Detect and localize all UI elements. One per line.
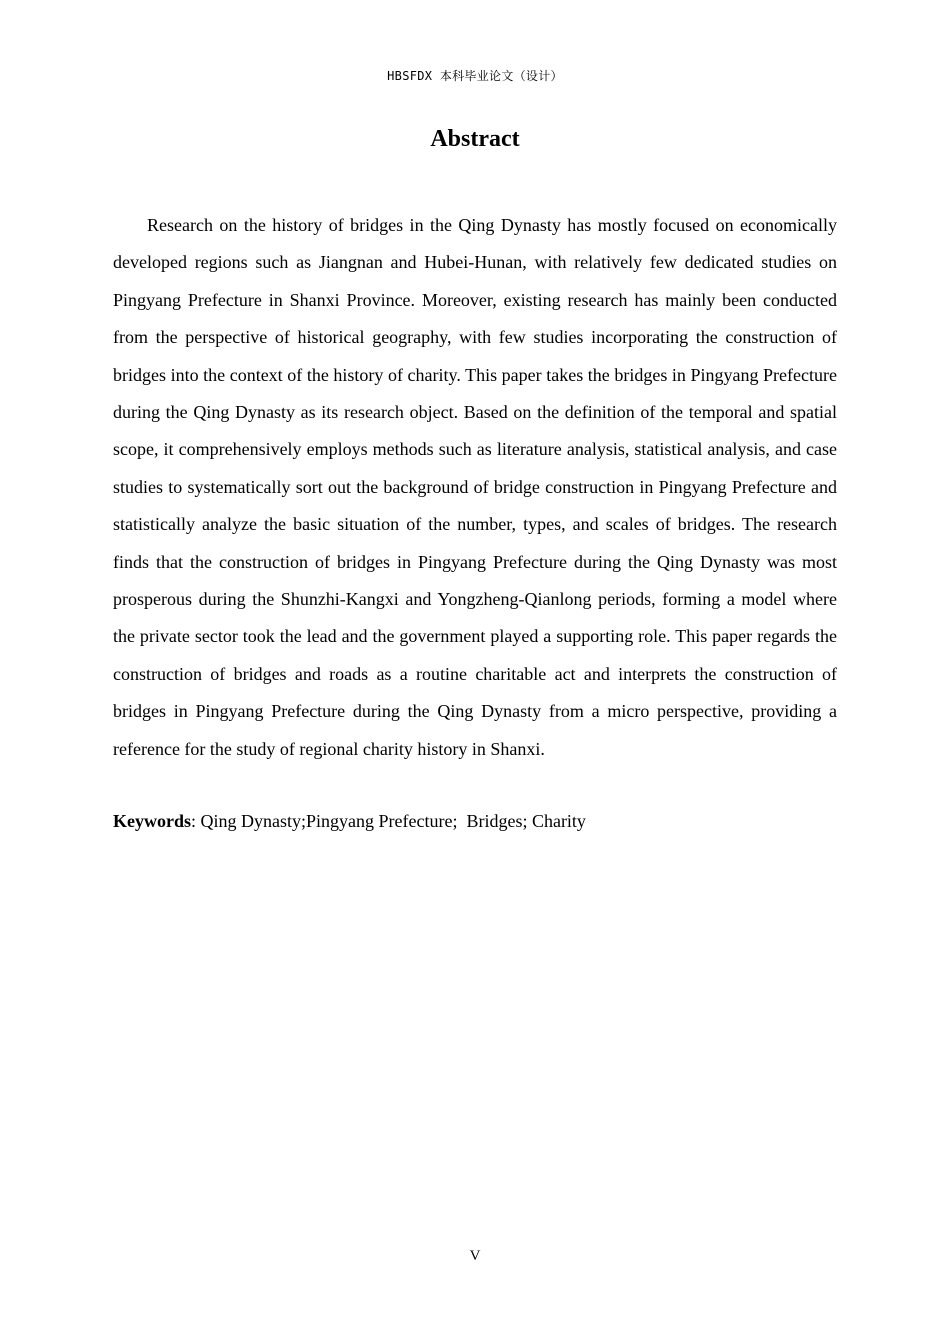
keywords-label: Keywords [113, 811, 191, 831]
keywords-text: : Qing Dynasty;Pingyang Prefecture; Bridges; Charity [191, 811, 586, 831]
page-number: V [469, 1248, 481, 1264]
running-header: HBSFDX 本科毕业论文（设计） [387, 69, 563, 83]
abstract-body: Research on the history of bridges in the Qing Dynasty has mostly focused on economically developed regions such as Jiangnan and Hubei-Hunan, with relatively few dedicated studies on Pingyang Prefecture in Shanxi Province. Moreover, existing research has mainly been conducted from the perspective of historical geography, with few studies incorporating the construction of bridges into the context of the history of charity. This paper takes the bridges in Pingyang Prefecture during the Qing Dynasty as its research object. Based on the definition of the temporal and spatial scope, it comprehensively employs methods such as literature analysis, statistical analysis, and case studies to systematically sort out the background of bridge construction in Pingyang Prefecture and statistically analyze the basic situation of the number, types, and scales of bridges. The research finds that the construction of bridges in Pingyang Prefecture during the Qing Dynasty was most prosperous during the Shunzhi-Kangxi and Yongzheng-Qianlong periods, forming a model where the private sector took the lead and the government played a supporting role. This paper regards the construction of bridges and roads as a routine charitable act and interprets the construction of bridges in Pingyang Prefecture during the Qing Dynasty from a micro perspective, providing a reference for the study of regional charity history in Shanxi. [113, 215, 837, 759]
abstract-title: Abstract [430, 126, 520, 152]
keywords-line [113, 806, 837, 836]
